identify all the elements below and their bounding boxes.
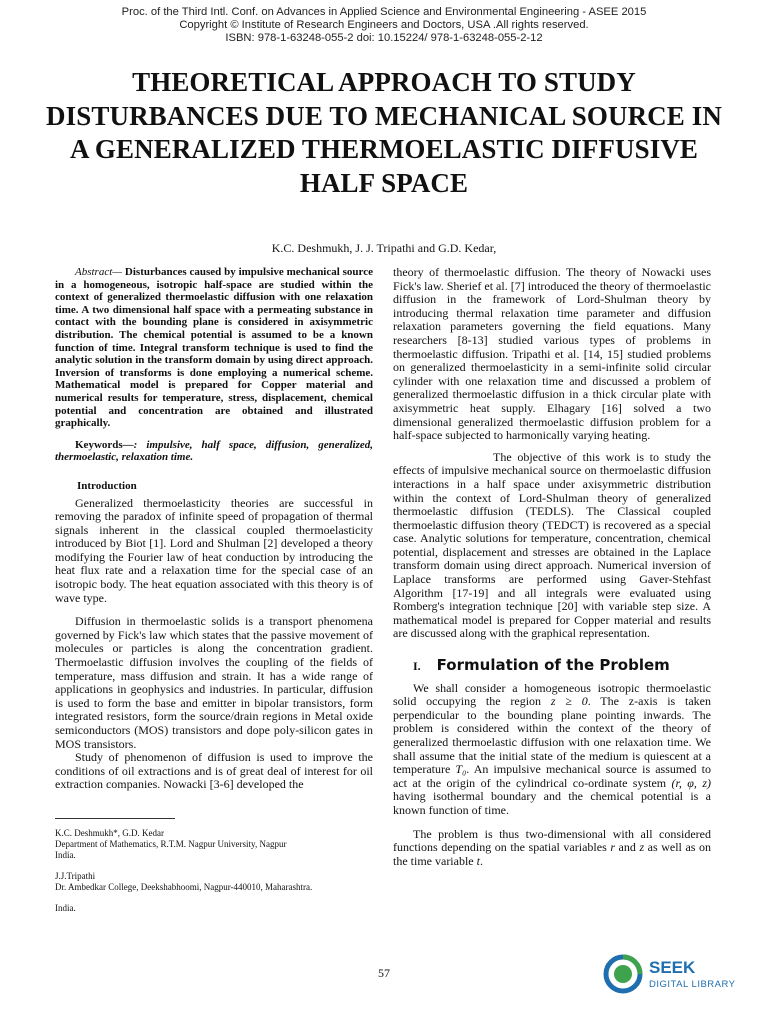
- affiliation-line: Dr. Ambedkar College, Deekshabhoomi, Nagpur-440010, Maharashtra.: [55, 882, 313, 892]
- author-affiliations: [55, 828, 373, 914]
- keywords-text: : impulsive, half space, diffusion, generalized, thermoelastic, relaxation time.: [55, 438, 373, 464]
- header-line-2: Copyright © Institute of Research Engineers and Doctors, USA .All rights reserved.: [179, 19, 589, 31]
- affiliation-line: India.: [55, 903, 76, 913]
- page-number: 57: [378, 966, 390, 980]
- text-run: .: [479, 853, 483, 868]
- math-region: z ≥ 0: [550, 694, 588, 709]
- logo-subtitle: DIGITAL LIBRARY: [649, 979, 736, 990]
- author-list: K.C. Deshmukh, J. J. Tripathi and G.D. Kedar,: [271, 241, 497, 255]
- text-run: . An impulsive mechanical source is assumed to act at the origin of the cylindrical co-ordinate system: [393, 762, 711, 790]
- left-column: [55, 266, 373, 792]
- keywords: [55, 439, 373, 464]
- intro-paragraph-1: Generalized thermoelasticity theories are successful in removing the paradox of infinite speed of propagation of thermal signals inherent in the classical coupled thermoelasticity introduced by Biot [1]. Lord and Shulman [2] developed a theory modifying the Fourier law of heat conduction by introducing the heat flux rate and a relaxation time for the special case of an isotropic body. The heat equation associated with this theory is of wave type.: [55, 495, 373, 605]
- math-temperature: T₀: [455, 762, 467, 777]
- intro-paragraph-2: Diffusion in thermoelastic solids is a transport phenomena governed by Fick's law which states that the passive movement of molecules or particles is along the concentration gradient. Thermoelastic diffusion involves the coupling of the fields of temperature, mass diffusion and strain. It has a wide range of applications in geophysics and industries. In particular, diffusion is used to form the base and emitter in bipolar transistors, form integrated resistors, form the source/drain regions in Metal oxide semiconductors (MOS) transistors and dope poly-silicon gates in MOS transistors.: [55, 614, 373, 751]
- abstract: [55, 266, 373, 430]
- math-t: t: [476, 853, 480, 868]
- formulation-paragraph-1: [393, 682, 711, 818]
- header-line-3: ISBN: 978-1-63248-055-2 doi: 10.15224/ 978-1-63248-055-2-12: [225, 32, 543, 44]
- seek-logo-icon: [603, 952, 643, 996]
- section-heading: [413, 656, 711, 675]
- header-line-1: Proc. of the Third Intl. Conf. on Advances in Applied Science and Environmental Engineering - ASEE 2015: [121, 6, 647, 18]
- math-z: z: [639, 840, 645, 855]
- abstract-label: Abstract—: [75, 266, 123, 278]
- paper-title: THEORETICAL APPROACH TO STUDY DISTURBANCES DUE TO MECHANICAL SOURCE IN A GENERALIZED THERMOELASTIC DIFFUSIVE HALF SPACE: [46, 67, 722, 198]
- text-run: The problem is thus two-dimensional with all considered functions depending on the spatial variables: [393, 826, 711, 855]
- section-number: I.: [413, 659, 421, 674]
- right-column: [393, 266, 711, 868]
- math-coordinates: (r, φ, z): [671, 775, 711, 790]
- text-run: and: [614, 840, 640, 855]
- keywords-label: Keywords—: [75, 438, 134, 451]
- section-title: Formulation of the Problem: [436, 656, 670, 675]
- logo-name: SEEK: [649, 958, 696, 977]
- introduction-heading: Introduction: [77, 479, 137, 492]
- abstract-text: Disturbances caused by impulsive mechanical source in a homogeneous, isotropic half-space are studied within the context of generalized thermoelastic diffusion with one relaxation time. A two dimensional half space with a permeating substance in contact with the bounding plane is considered in axisymmetric distribution. The chemical potential is assumed to be a known function of time. Integral transform technique is used to find the analytic solution in the transform domain by using direct approach. Inversion of transforms is done employing a numerical scheme. Mathematical model is prepared for Copper material and numerical results for temperature, stress, displacement, chemical potential and concentration are obtained and illustrated graphically.: [55, 266, 373, 430]
- text-run: . The z-axis is taken perpendicular to the bounding plane pointing inwards. The problem is considered within the context of the theory of generalized thermoelastic diffusion with one relaxation time. We shall assume that the initial state of the medium is quiescent at a temperature: [393, 694, 711, 777]
- objective-paragraph: The objective of this work is to study the effects of impulsive mechanical source on thermoelastic diffusion interactions in a half space under axisymmetric distribution within the context of Lord-Shulman theory of generalized thermoelastic diffusion (TEDLS). The Classical coupled thermoelastic diffusion theory (TEDCT) is recovered as a special case. Analytic solutions for temperature, concentration, chemical potential, displacement and stresses are obtained in the Laplace transform domain using direct approach. Numerical inversion of Laplace transforms are performed using Gaver-Stehfast Algorithm [17-19] and all integrals were evaluated using Romberg's integration technique [20] with variable step size. A mathematical model is prepared for Copper material and results are discussed along with the graphical representation.: [393, 449, 711, 641]
- intro-paragraph-3: Study of phenomenon of diffusion is used to improve the conditions of oil extractions and is of great deal of interest for oil extraction companies. Nowacki [3-6] developed the: [55, 750, 373, 792]
- intro-paragraph-4: theory of thermoelastic diffusion. The theory of Nowacki uses Fick's law. Sherief et al. [7] introduced the theory of thermoelastic diffusion in the framework of Lord-Shulman theory by introducing thermal relaxation time parameter and diffusion relaxation parameters governing the field equations. Many researchers [8-13] studied various types of problems in thermoelastic diffusion. Tripathi et al. [14, 15] studied problems on generalized thermoelasticity in a semi-infinite solid circular cylinder with one relaxation time and discussed a problem of generalized thermoelastic diffusion in a thick circular plate with axisymmetric heat supply. Elhagary [16] solved a two dimensional generalized thermoelastic diffusion problem for a half-space subjected to harmonically varying heating.: [393, 265, 711, 443]
- seek-logo: [603, 952, 753, 996]
- affiliation-line: K.C. Deshmukh*, G.D. Kedar: [55, 828, 164, 838]
- conference-header: [0, 6, 768, 45]
- affiliation-line: Department of Mathematics, R.T.M. Nagpur University, Nagpur: [55, 839, 287, 849]
- affiliation-line: J.J.Tripathi: [55, 871, 96, 881]
- text-run: as well as on the time variable: [393, 840, 712, 868]
- formulation-paragraph-2: [393, 828, 711, 869]
- footnote-divider: [55, 818, 175, 819]
- affiliation-line: India.: [55, 850, 76, 860]
- math-r: r: [610, 840, 615, 855]
- text-run: having isothermal boundary and the chemical potential is a known function of time.: [393, 789, 711, 817]
- text-run: We shall consider a homogeneous isotropic thermoelastic solid occupying the region: [393, 680, 711, 709]
